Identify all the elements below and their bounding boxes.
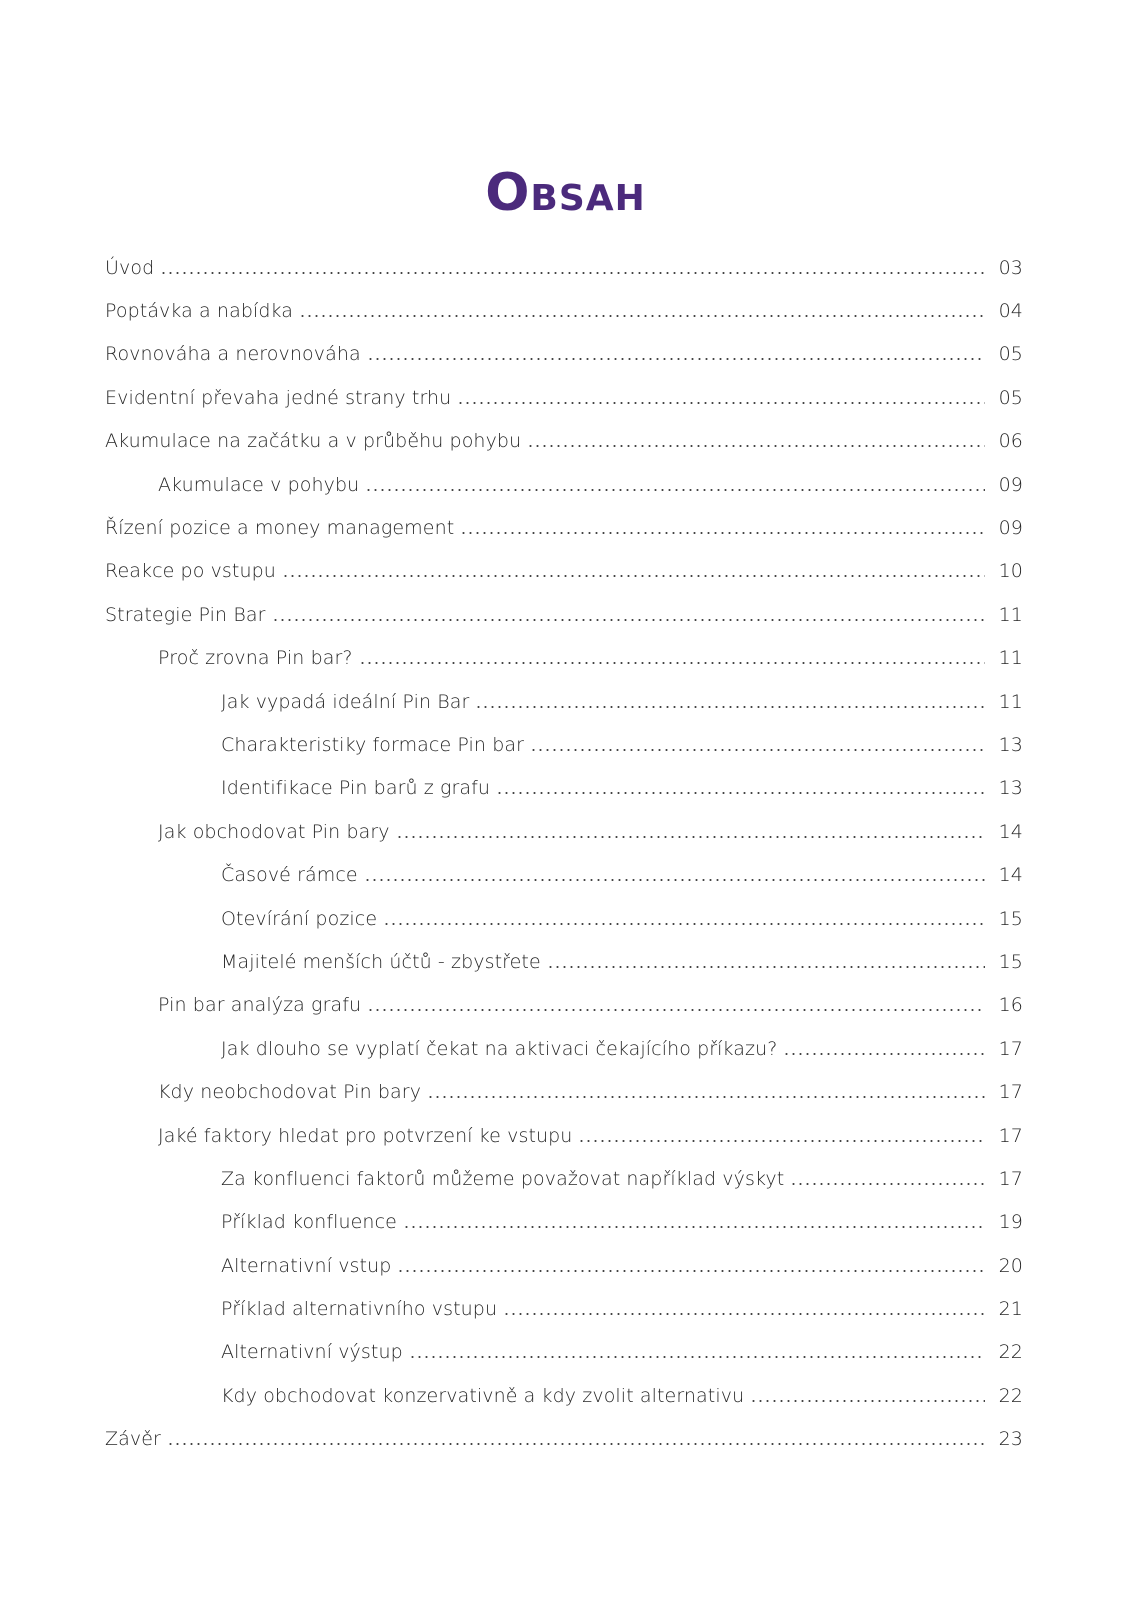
toc-entry[interactable] [105, 810, 1023, 853]
toc-entry-label: Za konfluenci faktorů můžeme považovat například výskyt [221, 1168, 790, 1190]
toc-entry[interactable] [105, 637, 1023, 680]
toc-entry-page-number: 17 [998, 1124, 1023, 1147]
toc-entry-page-number: 09 [998, 517, 1023, 540]
toc-entry-label: Reakce po vstupu [105, 560, 282, 582]
toc-entry-page-number: 13 [998, 733, 1023, 756]
toc-entry[interactable] [105, 1287, 1023, 1330]
toc-entry-label: Příklad alternativního vstupu [221, 1298, 503, 1320]
dot-leader [359, 662, 985, 664]
dot-leader [527, 445, 985, 447]
toc-entry-page-number: 14 [998, 864, 1023, 887]
dot-leader [503, 1313, 985, 1315]
toc-entry-label: Úvod [105, 257, 160, 279]
toc-entry[interactable] [105, 1114, 1023, 1157]
toc-entry[interactable] [105, 940, 1023, 983]
toc-entry-page-number: 13 [998, 777, 1023, 800]
toc-entry[interactable] [105, 1157, 1023, 1200]
toc-entry-label: Strategie Pin Bar [105, 604, 272, 626]
toc-entry[interactable] [105, 723, 1023, 766]
toc-entry-page-number: 11 [998, 603, 1023, 626]
dot-leader [475, 706, 985, 708]
toc-entry-label: Řízení pozice a money management [105, 517, 460, 539]
dot-leader [167, 1443, 985, 1445]
toc-entry[interactable] [105, 1331, 1023, 1374]
toc-entry[interactable] [105, 853, 1023, 896]
dot-leader [547, 966, 985, 968]
toc-entry-page-number: 17 [998, 1037, 1023, 1060]
toc-entry-page-number: 20 [998, 1254, 1023, 1277]
toc-entry[interactable] [105, 246, 1023, 289]
toc-entry-label: Pin bar analýza grafu [158, 994, 367, 1016]
dot-leader [396, 836, 985, 838]
toc-entry-page-number: 15 [998, 907, 1023, 930]
dot-leader [160, 272, 985, 274]
toc-entry[interactable] [105, 1374, 1023, 1417]
toc-entry-label: Akumulace na začátku a v průběhu pohybu [105, 430, 527, 452]
toc-entry-page-number: 15 [998, 950, 1023, 973]
dot-leader [365, 489, 985, 491]
toc-entry-label: Rovnováha a nerovnováha [105, 343, 367, 365]
toc-entry[interactable] [105, 897, 1023, 940]
toc-entry-page-number: 04 [998, 300, 1023, 323]
toc-entry-page-number: 05 [998, 343, 1023, 366]
toc-entry[interactable] [105, 463, 1023, 506]
toc-entry-page-number: 06 [998, 430, 1023, 453]
dot-leader [397, 1270, 985, 1272]
dot-leader [530, 749, 985, 751]
toc-entry-page-number: 03 [998, 256, 1023, 279]
toc-entry[interactable] [105, 506, 1023, 549]
toc-entry-label: Charakteristiky formace Pin bar [221, 734, 530, 756]
toc-entry-page-number: 10 [998, 560, 1023, 583]
toc-entry-page-number: 05 [998, 386, 1023, 409]
toc-entry-page-number: 11 [998, 690, 1023, 713]
dot-leader [383, 923, 985, 925]
toc-entry-page-number: 22 [998, 1341, 1023, 1364]
toc-entry[interactable] [105, 1244, 1023, 1287]
page-title: Obsah [485, 162, 646, 223]
toc-entry[interactable] [105, 420, 1023, 463]
toc-entry-page-number: 14 [998, 820, 1023, 843]
toc-entry-page-number: 16 [998, 994, 1023, 1017]
toc-entry-label: Kdy obchodovat konzervativně a kdy zvolit alternativu [221, 1385, 750, 1407]
toc-entry-label: Jak obchodovat Pin bary [158, 821, 396, 843]
dot-leader [578, 1140, 985, 1142]
toc-entry-label: Jak vypadá ideální Pin Bar [221, 691, 475, 713]
toc-entry-label: Proč zrovna Pin bar? [158, 647, 359, 669]
dot-leader [460, 532, 985, 534]
dot-leader [364, 879, 985, 881]
toc-entry[interactable] [105, 680, 1023, 723]
toc-entry-page-number: 17 [998, 1167, 1023, 1190]
toc-entry-label: Otevírání pozice [221, 908, 383, 930]
toc-entry-label: Alternativní výstup [221, 1341, 409, 1363]
toc-entry-label: Poptávka a nabídka [105, 300, 299, 322]
toc-entry-page-number: 23 [998, 1428, 1023, 1451]
dot-leader [783, 1053, 985, 1055]
toc-entry-page-number: 09 [998, 473, 1023, 496]
dot-leader [367, 1009, 985, 1011]
toc-entry[interactable] [105, 1027, 1023, 1070]
toc-entry-label: Jak dlouho se vyplatí čekat na aktivaci čekajícího příkazu? [221, 1038, 783, 1060]
toc-entry-label: Kdy neobchodovat Pin bary [158, 1081, 427, 1103]
dot-leader [282, 575, 985, 577]
table-of-contents [105, 246, 1023, 1461]
dot-leader [367, 358, 985, 360]
toc-entry-label: Jaké faktory hledat pro potvrzení ke vstupu [158, 1125, 578, 1147]
dot-leader [496, 792, 985, 794]
toc-entry-page-number: 22 [998, 1384, 1023, 1407]
toc-entry[interactable] [105, 333, 1023, 376]
dot-leader [299, 315, 985, 317]
dot-leader [403, 1226, 985, 1228]
toc-entry-label: Příklad konfluence [221, 1211, 403, 1233]
dot-leader [272, 619, 985, 621]
toc-entry[interactable] [105, 1201, 1023, 1244]
dot-leader [427, 1096, 985, 1098]
toc-entry-label: Alternativní vstup [221, 1255, 397, 1277]
dot-leader [790, 1183, 985, 1185]
toc-entry[interactable] [105, 984, 1023, 1027]
toc-entry-label: Evidentní převaha jedné strany trhu [105, 387, 457, 409]
toc-entry[interactable] [105, 1070, 1023, 1113]
dot-leader [409, 1356, 985, 1358]
toc-entry-page-number: 17 [998, 1081, 1023, 1104]
toc-entry-label: Akumulace v pohybu [158, 474, 365, 496]
toc-entry-page-number: 11 [998, 647, 1023, 670]
toc-entry[interactable] [105, 376, 1023, 419]
toc-entry-label: Závěr [105, 1428, 167, 1450]
toc-entry-page-number: 21 [998, 1298, 1023, 1321]
toc-entry[interactable] [105, 550, 1023, 593]
toc-entry[interactable] [105, 289, 1023, 332]
toc-entry-page-number: 19 [998, 1211, 1023, 1234]
toc-entry[interactable] [105, 767, 1023, 810]
dot-leader [457, 402, 985, 404]
toc-entry[interactable] [105, 1418, 1023, 1461]
toc-entry[interactable] [105, 593, 1023, 636]
toc-entry-label: Identifikace Pin barů z grafu [221, 777, 496, 799]
toc-entry-label: Majitelé menších účtů - zbystřete [221, 951, 547, 973]
dot-leader [750, 1400, 985, 1402]
toc-entry-label: Časové rámce [221, 864, 364, 886]
